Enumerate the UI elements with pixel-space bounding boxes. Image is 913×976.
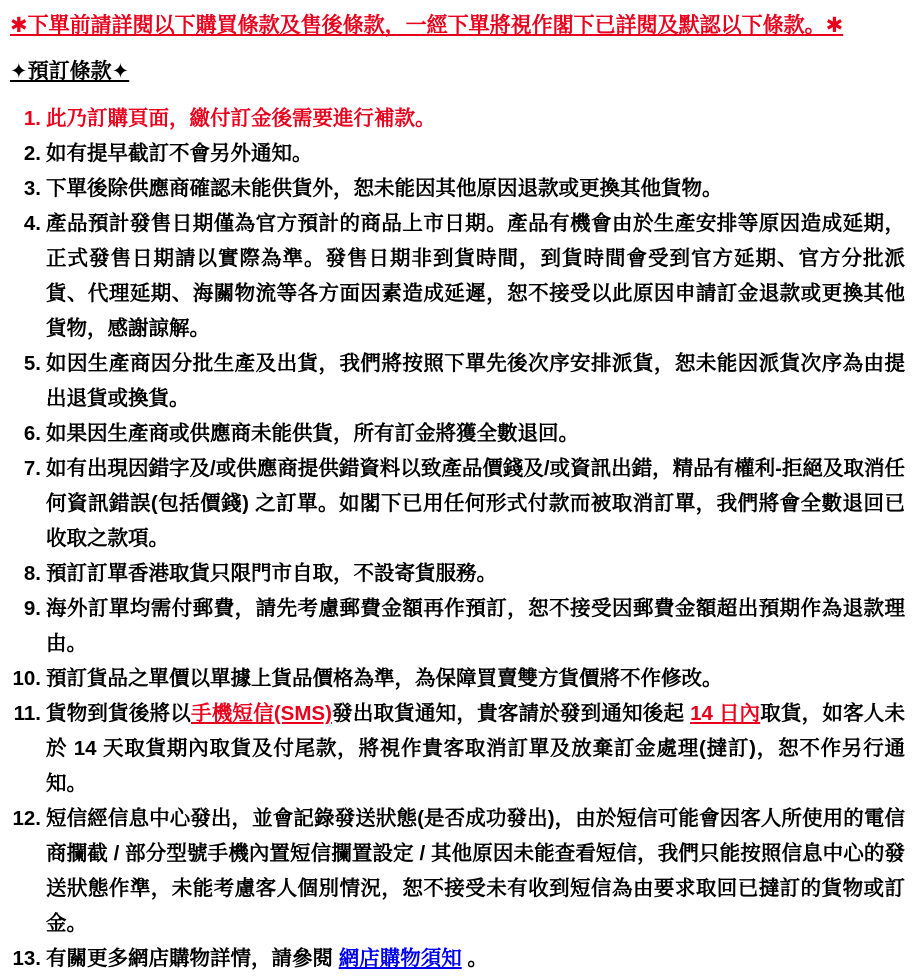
term-text: 此乃訂購頁面，繳付訂金後需要進行補款。 — [46, 107, 436, 130]
term-text-segment: 取貨，如客人未於 14 天取貨期內取貨及付尾款，將視作貴客取消訂單及放棄訂金處理(撻訂)，恕不作另行通知。 — [46, 702, 906, 795]
term-number: 8. — [23, 562, 41, 585]
term-text: 如有提早截訂不會另外通知。 — [46, 142, 313, 165]
term-item-9 — [10, 591, 905, 661]
term-text-segment: 。 — [461, 947, 488, 970]
preorder-terms-heading-text: ✦預訂條款✦ — [10, 60, 130, 83]
term-number: 2. — [23, 142, 41, 165]
term-item-1 — [10, 101, 905, 136]
term-number: 4. — [23, 212, 41, 235]
term-item-13 — [10, 941, 905, 976]
term-number: 3. — [23, 177, 41, 200]
term-text: 預訂訂單香港取貨只限門市自取，不設寄貨服務。 — [46, 562, 497, 585]
term-text: 海外訂單均需付郵費，請先考慮郵費金額再作預訂，恕不接受因郵費金額超出預期作為退款理由。 — [46, 597, 905, 655]
term-item-8 — [10, 556, 905, 591]
terms-list — [10, 101, 905, 976]
preorder-terms-heading — [10, 57, 905, 87]
store-shopping-notice-link[interactable]: 網店購物須知 — [338, 947, 462, 970]
term-number: 12. — [12, 807, 41, 830]
term-number: 11. — [13, 702, 41, 725]
purchase-notice-banner: ✱下單前請詳閱以下購買條款及售後條款，一經下單將視作閣下已詳閱及默認以下條款。✱ — [10, 14, 844, 37]
term-text: 如果因生產商或供應商未能供貨，所有訂金將獲全數退回。 — [46, 422, 579, 445]
sms-notice-highlight: 手機短信(SMS) — [190, 702, 332, 725]
term-text: 短信經信息中心發出，並會記錄發送狀態(是否成功發出)，由於短信可能會因客人所使用的電信商攔截 / 部分型號手機內置短信攔置設定 / 其他原因未能查看短信，我們只能按照信息中心的發送狀態作準，未能考慮客人個別情況，恕不接受未有收到短信為由要求取回已撻訂的貨物或訂金。 — [46, 807, 905, 935]
term-text: 下單後除供應商確認未能供貨外，恕未能因其他原因退款或更換其他貨物。 — [46, 177, 723, 200]
term-item-11 — [10, 696, 905, 801]
term-text-segment: 有關更多網店購物詳情，請參閱 — [46, 947, 339, 970]
pickup-deadline-highlight: 14 日內 — [690, 702, 761, 725]
term-number: 13. — [12, 947, 41, 970]
term-item-12 — [10, 801, 905, 941]
term-item-5 — [10, 346, 905, 416]
term-number: 9. — [23, 597, 41, 620]
term-text — [41, 696, 905, 801]
term-item-2 — [10, 136, 905, 171]
term-number: 6. — [23, 422, 41, 445]
term-item-6 — [10, 416, 905, 451]
term-text-segment: 發出取貨通知，貴客請於發到通知後起 — [331, 702, 691, 725]
term-text: 如因生產商因分批生產及出貨，我們將按照下單先後次序安排派貨，恕未能因派貨次序為由提出退貨或換貨。 — [46, 352, 905, 410]
term-item-4 — [10, 206, 905, 346]
term-number: 10. — [12, 667, 41, 690]
term-item-7 — [10, 451, 905, 556]
term-text — [41, 941, 905, 976]
term-text: 如有出現因錯字及/或供應商提供錯資料以致產品價錢及/或資訊出錯，精品有權利-拒絕及取消任何資訊錯誤(包括價錢) 之訂單。如閣下已用任何形式付款而被取消訂單，我們將會全數退回已收取之款項。 — [46, 457, 905, 550]
term-number: 1. — [23, 107, 41, 130]
term-text: 產品預計發售日期僅為官方預計的商品上市日期。產品有機會由於生產安排等原因造成延期，正式發售日期請以實際為準。發售日期非到貨時間，到貨時間會受到官方延期、官方分批派貨、代理延期、海關物流等各方面因素造成延遲，恕不接受以此原因申請訂金退款或更換其他貨物，感謝諒解。 — [46, 212, 905, 340]
term-text: 預訂貨品之單價以單據上貨品價格為準，為保障買賣雙方貨價將不作修改。 — [46, 667, 723, 690]
term-item-10 — [10, 661, 905, 696]
term-number: 5. — [23, 352, 41, 375]
term-item-3 — [10, 171, 905, 206]
term-number: 7. — [23, 457, 41, 480]
term-text-segment: 貨物到貨後將以 — [46, 702, 191, 725]
